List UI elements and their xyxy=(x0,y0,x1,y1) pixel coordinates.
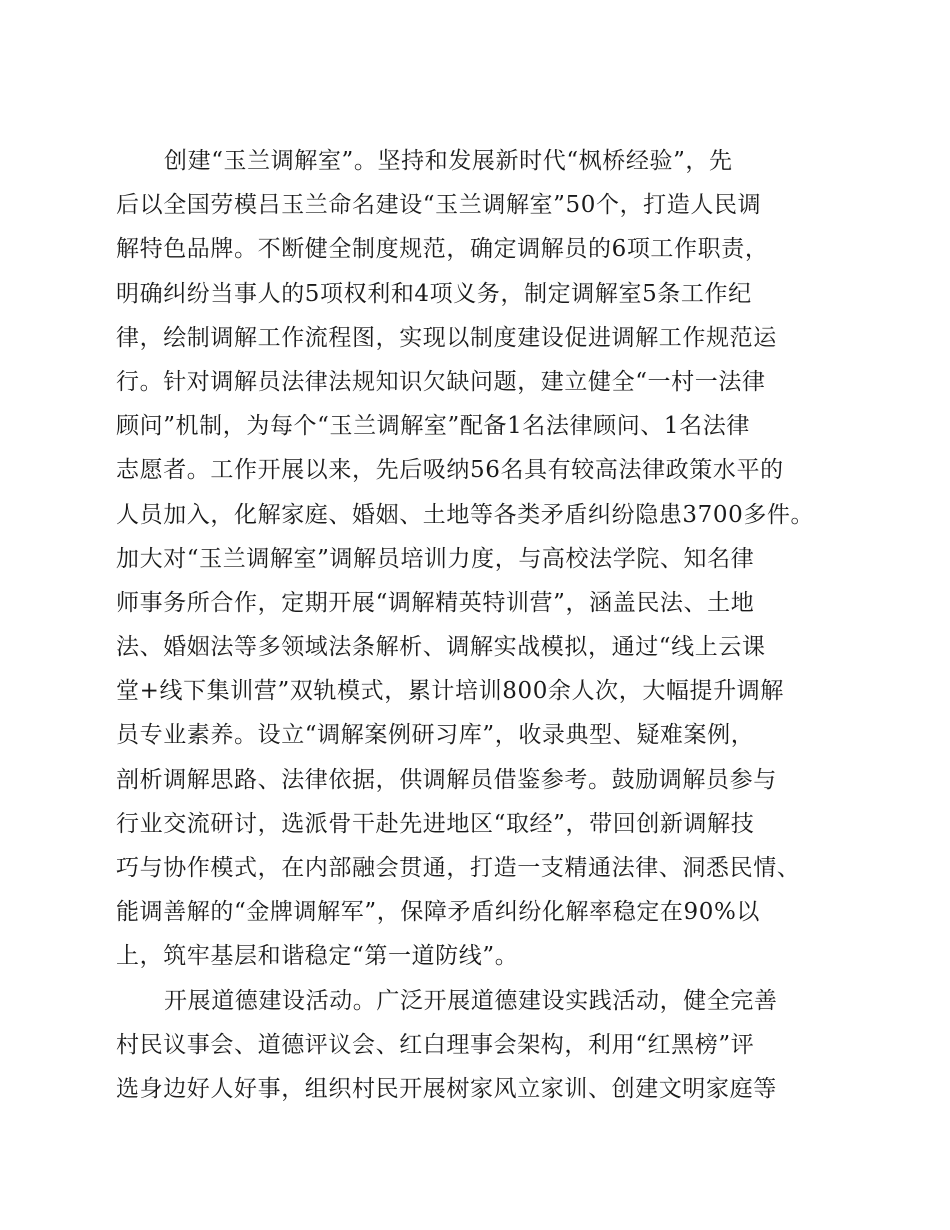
paragraph-line: 堂+线下集训营”双轨模式，累计培训800余人次，大幅提升调解 xyxy=(116,678,784,705)
paragraph-line: 选身边好人好事，组织村民开展树家风立家训、创建文明家庭等 xyxy=(116,1075,777,1102)
paragraph-moral-construction xyxy=(116,979,836,1112)
paragraph-line: 律，绘制调解工作流程图，实现以制度建设促进调解工作规范运 xyxy=(116,324,777,351)
paragraph-line: 能调善解的“金牌调解军”，保障矛盾纠纷化解率稳定在90%以 xyxy=(116,899,761,926)
paragraph-line: 加大对“玉兰调解室”调解员培训力度，与高校法学院、知名律 xyxy=(116,545,755,572)
paragraph-line: 村民议事会、道德评议会、红白理事会架构，利用“红黑榜”评 xyxy=(116,1031,755,1058)
paragraph-line: 解特色品牌。不断健全制度规范，确定调解员的6项工作职责， xyxy=(116,236,769,263)
paragraph-line: 创建“玉兰调解室”。坚持和发展新时代“枫桥经验”，先 xyxy=(164,148,733,174)
paragraph-line: 师事务所合作，定期开展“调解精英特训营”，涵盖民法、土地 xyxy=(116,589,755,616)
paragraph-yulan-mediation-room xyxy=(116,139,836,979)
paragraph-line: 行业交流研讨，选派骨干赴先进地区“取经”，带回创新调解技 xyxy=(116,810,755,837)
paragraph-line: 开展道德建设活动。广泛开展道德建设实践活动，健全完善 xyxy=(164,987,778,1014)
paragraph-line: 巧与协作模式，在内部融会贯通，打造一支精通法律、洞悉民情、 xyxy=(116,855,801,881)
paragraph-line: 明确纠纷当事人的5项权利和4项义务，制定调解室5条工作纪 xyxy=(116,280,752,307)
paragraph-line: 志愿者。工作开展以来，先后吸纳56名具有较高法律政策水平的 xyxy=(116,457,784,484)
paragraph-line: 剖析调解思路、法律依据，供调解员借鉴参考。鼓励调解员参与 xyxy=(116,766,777,793)
paragraph-line: 行。针对调解员法律法规知识欠缺问题，建立健全“一村一法律 xyxy=(116,368,766,395)
paragraph-line: 员专业素养。设立“调解案例研习库”，收录典型、疑难案例， xyxy=(116,722,755,749)
paragraph-line: 顾问”机制，为每个“玉兰调解室”配备1名法律顾问、1名法律 xyxy=(116,413,750,440)
paragraph-line: 上，筑牢基层和谐稳定“第一道防线”。 xyxy=(116,943,519,970)
document-body xyxy=(116,139,836,1111)
paragraph-line: 法、婚姻法等多领域法条解析、调解实战模拟，通过“线上云课 xyxy=(116,634,766,661)
paragraph-line: 后以全国劳模吕玉兰命名建设“玉兰调解室”50个，打造人民调 xyxy=(116,192,762,219)
paragraph-line: 人员加入，化解家庭、婚姻、土地等各类矛盾纠纷隐患3700多件。 xyxy=(116,501,815,528)
